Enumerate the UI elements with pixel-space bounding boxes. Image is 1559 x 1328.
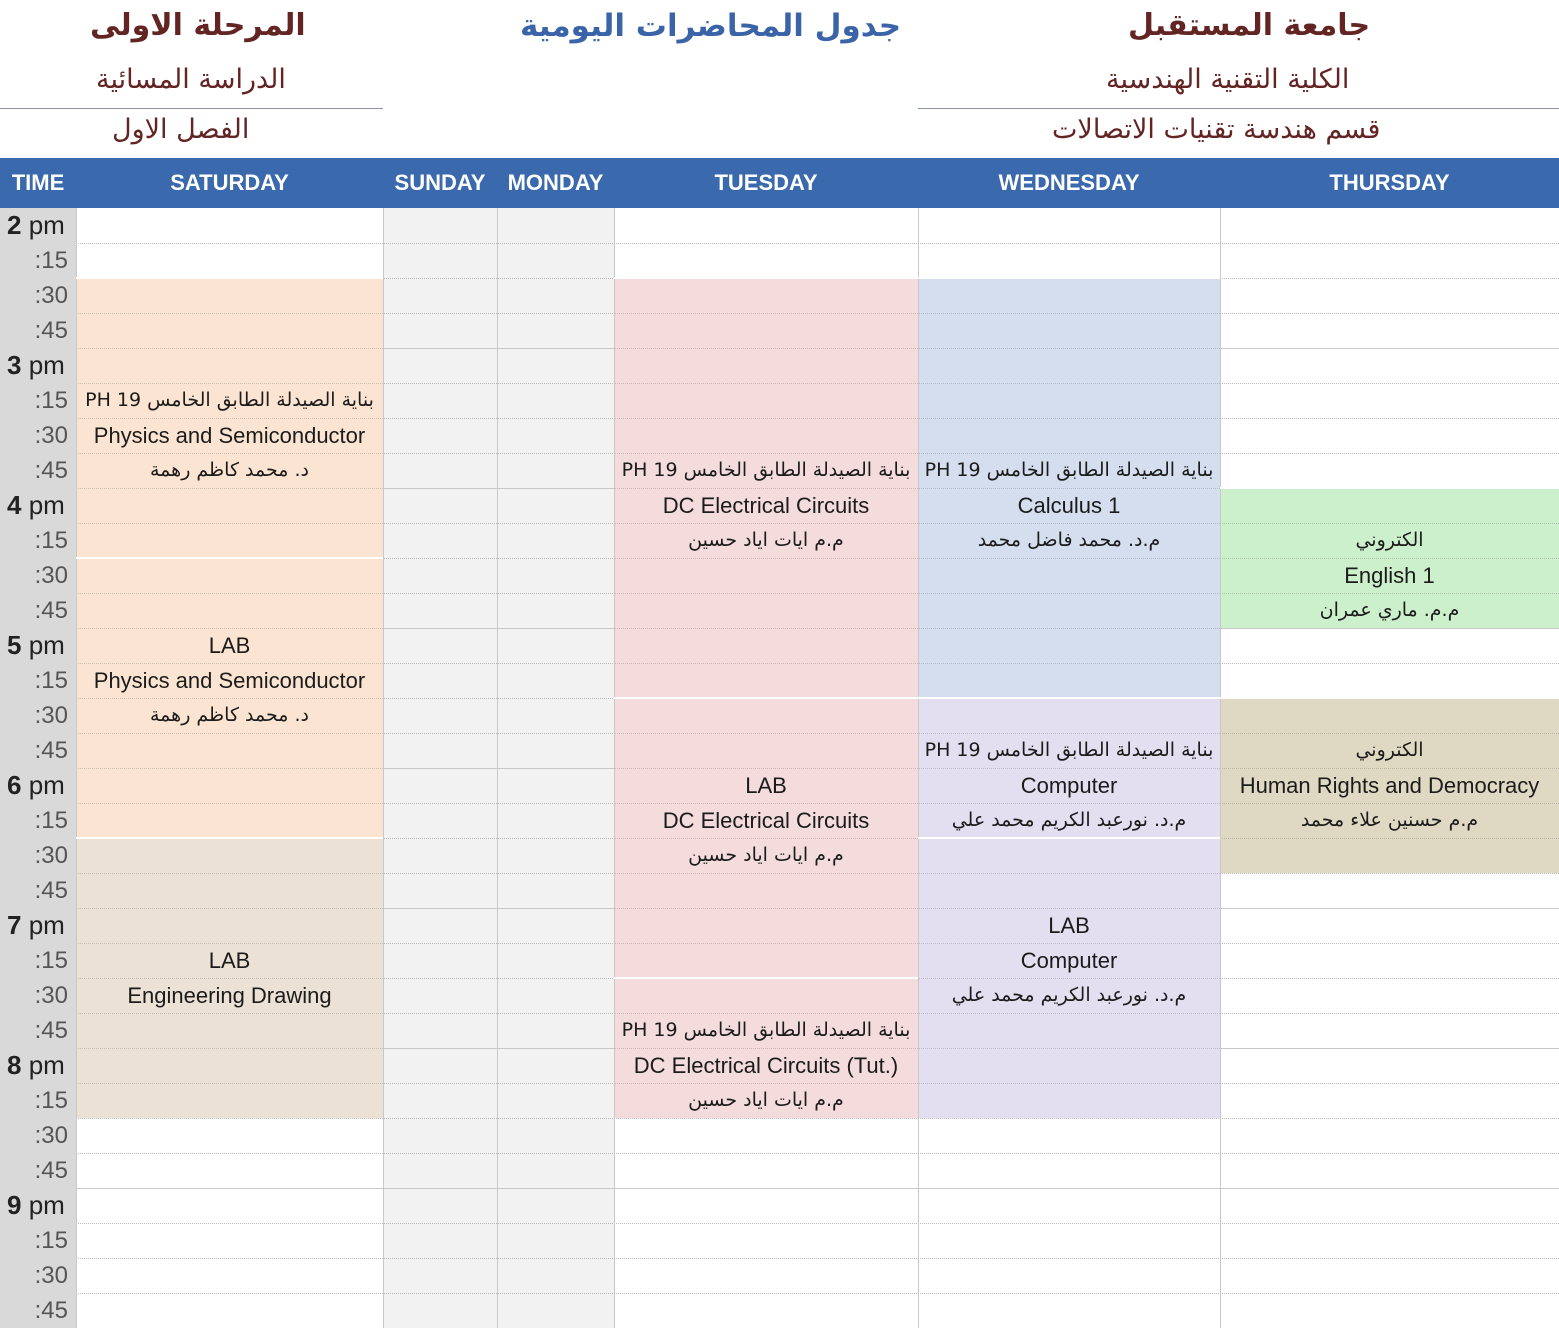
time-label: :30 [34,282,68,309]
quarter-gridline [76,1153,1559,1154]
quarter-gridline [76,1293,1559,1294]
quarter-gridline [76,1118,1559,1119]
time-label: 2 pm [7,210,65,240]
column-divider [614,208,615,1328]
quarter-gridline [614,873,918,874]
class-block-saturday [76,558,383,838]
time-label: :45 [34,877,68,904]
class-block-saturday [76,278,383,558]
time-label: :30 [34,702,68,729]
time-label: :15 [34,947,68,974]
class-detail: Physics and Semiconductor [93,423,366,448]
time-label: :45 [34,317,68,344]
time-label: :30 [34,1122,68,1149]
quarter-gridline [76,243,1559,244]
quarter-gridline [614,663,918,664]
class-detail-arabic: د. محمد كاظم رهمة [150,459,309,481]
class-detail-arabic: بناية الصيدلة الطابق الخامس PH 19 [924,739,1214,761]
time-label: :45 [34,1017,68,1044]
class-detail-arabic: بناية الصيدلة الطابق الخامس PH 19 [85,389,374,411]
class-block-tuesday [614,698,918,978]
left-divider [0,108,383,109]
right-divider [918,108,1559,109]
time-label: 7 pm [7,910,65,940]
quarter-gridline [76,873,383,874]
time-label: :15 [34,1087,68,1114]
day-header-thursday: THURSDAY [1329,170,1450,195]
quarter-gridline [918,558,1220,559]
class-detail-arabic: بناية الصيدلة الطابق الخامس PH 19 [621,1019,911,1041]
class-detail-arabic: م.د. محمد فاضل محمد [977,529,1161,551]
class-detail-arabic: بناية الصيدلة الطابق الخامس PH 19 [924,459,1214,481]
class-detail-arabic: م.م حسنين علاء محمد [1300,809,1479,831]
time-label: :15 [34,807,68,834]
schedule-title: جدول المحاضرات اليومية [520,8,902,44]
semester: الفصل الاول [112,114,250,145]
column-divider [383,208,384,1328]
quarter-gridline [614,418,918,419]
class-detail-arabic: بناية الصيدلة الطابق الخامس PH 19 [621,459,911,481]
quarter-gridline [614,313,918,314]
quarter-gridline [76,768,383,769]
block-separator [1220,487,1559,489]
day-header-sunday: SUNDAY [394,170,486,195]
quarter-gridline [614,558,918,559]
time-label: :45 [34,597,68,624]
time-label: :30 [34,422,68,449]
time-label: :15 [34,387,68,414]
hour-gridline [76,1188,1559,1189]
time-label: 4 pm [7,490,65,520]
column-divider [1220,208,1221,1328]
class-detail: DC Electrical Circuits (Tut.) [633,1053,899,1078]
quarter-gridline [918,1013,1220,1014]
block-separator [918,277,1220,279]
block-separator [1220,697,1559,699]
quarter-gridline [76,1223,1559,1224]
time-label: :15 [34,247,68,274]
quarter-gridline [918,313,1220,314]
quarter-gridline [918,663,1220,664]
block-separator [918,837,1220,839]
time-label: :30 [34,982,68,1009]
class-detail: DC Electrical Circuits [662,493,870,518]
time-label: 9 pm [7,1190,65,1220]
quarter-gridline [918,628,1220,629]
day-header-saturday: SATURDAY [170,170,289,195]
class-detail: Human Rights and Democracy [1239,773,1540,798]
time-label: 8 pm [7,1050,65,1080]
time-label: :15 [34,1227,68,1254]
class-detail: Calculus 1 [1017,493,1121,518]
block-separator [614,277,918,279]
class-block-tuesday [614,278,918,698]
class-detail-arabic: الكتروني [1355,529,1424,551]
class-detail: DC Electrical Circuits [662,808,870,833]
quarter-gridline [918,1083,1220,1084]
stage-title: المرحلة الاولى [90,8,306,43]
time-column-header: TIME [11,170,65,195]
quarter-gridline [918,873,1220,874]
quarter-gridline [76,803,383,804]
table-header-row [0,158,1559,208]
block-separator [614,977,918,979]
quarter-gridline [918,348,1220,349]
class-detail-arabic: د. محمد كاظم رهمة [150,704,309,726]
college-name: الكلية التقنية الهندسية [1106,64,1350,95]
university-name: جامعة المستقبل [1128,8,1371,43]
class-detail-arabic: م.م ايات اياد حسين [688,844,844,866]
quarter-gridline [614,628,918,629]
quarter-gridline [918,593,1220,594]
quarter-gridline [76,523,383,524]
time-label: :30 [34,1262,68,1289]
time-label: :45 [34,1157,68,1184]
quarter-gridline [1220,838,1559,839]
class-detail: Engineering Drawing [127,983,332,1008]
quarter-gridline [918,383,1220,384]
block-separator [614,697,918,699]
schedule-table [0,158,1559,1324]
block-separator [918,697,1220,699]
time-label: :45 [34,457,68,484]
class-detail-arabic: م.م ايات اياد حسين [688,529,844,551]
quarter-gridline [614,383,918,384]
time-label: :45 [34,1297,68,1324]
block-separator [76,557,383,559]
quarter-gridline [76,733,383,734]
class-detail: Computer [1020,948,1118,973]
class-block-thursday [1220,698,1559,873]
block-separator [76,837,383,839]
quarter-gridline [614,593,918,594]
quarter-gridline [76,1013,383,1014]
class-detail-arabic: م.م ايات اياد حسين [688,1089,844,1111]
study-type: الدراسة المسائية [96,64,286,95]
class-detail: English 1 [1344,563,1435,588]
day-header-monday: MONDAY [507,170,604,195]
class-detail-arabic: الكتروني [1355,739,1424,761]
class-block-saturday [76,838,383,1118]
class-detail: LAB [208,633,251,658]
class-detail: LAB [208,948,251,973]
day-header-tuesday: TUESDAY [714,170,818,195]
column-divider [497,208,498,1328]
quarter-gridline [76,908,383,909]
quarter-gridline [614,908,918,909]
quarter-gridline [918,1048,1220,1049]
time-label: :30 [34,842,68,869]
day-header-wednesday: WEDNESDAY [998,170,1140,195]
class-detail-arabic: م.د. نورعبد الكريم محمد علي [951,809,1187,831]
class-block-wednesday [918,278,1220,698]
quarter-gridline [76,488,383,489]
time-label: :30 [34,562,68,589]
class-detail-arabic: م.د. نورعبد الكريم محمد علي [951,984,1187,1006]
class-block-tuesday [614,978,918,1118]
quarter-gridline [76,348,383,349]
quarter-gridline [76,1048,383,1049]
column-divider [918,208,919,1328]
class-block-thursday [1220,488,1559,628]
class-detail: Computer [1020,773,1118,798]
class-detail: LAB [1048,913,1090,938]
quarter-gridline [76,313,383,314]
class-detail: LAB [745,773,787,798]
time-label: 3 pm [7,350,65,380]
quarter-gridline [76,1083,383,1084]
quarter-gridline [918,418,1220,419]
quarter-gridline [614,943,918,944]
class-detail: Physics and Semiconductor [93,668,366,693]
time-label: :15 [34,667,68,694]
block-separator [76,277,383,279]
class-detail-arabic: م.م. ماري عمران [1319,599,1460,621]
quarter-gridline [76,1258,1559,1259]
quarter-gridline [614,733,918,734]
time-label: :15 [34,527,68,554]
time-label: 5 pm [7,630,65,660]
class-block-wednesday [918,698,1220,838]
department-name: قسم هندسة تقنيات الاتصالات [1052,114,1381,145]
time-label: :45 [34,737,68,764]
class-block-wednesday [918,838,1220,1118]
quarter-gridline [76,593,383,594]
quarter-gridline [614,348,918,349]
time-label: 6 pm [7,770,65,800]
